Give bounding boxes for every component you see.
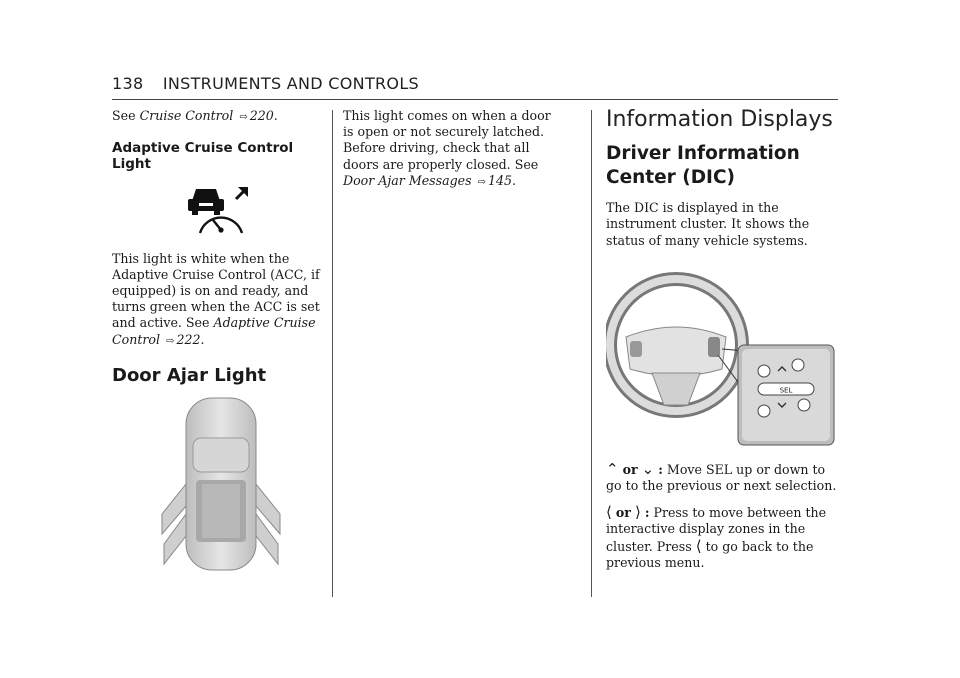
header-rule xyxy=(112,99,838,100)
section-title: INSTRUMENTS AND CONTROLS xyxy=(162,74,419,93)
acc-indicator-icon xyxy=(186,183,256,235)
column-right xyxy=(606,108,838,581)
column-divider xyxy=(591,110,592,597)
acc-paragraph: This light is white when the Adaptive Cruise Control (ACC, if equipped) is on and ready, and turns green when the ACC is set and active. See Adaptive Cruise Control ⇨ 222. xyxy=(112,250,320,347)
door-ajar-heading: Door Ajar Light xyxy=(112,364,267,386)
column-divider xyxy=(332,110,333,597)
see-cruise-paragraph: See Cruise Control ⇨ 220. xyxy=(112,108,278,123)
dic-heading: Driver Information Center (DIC) xyxy=(606,143,800,189)
door-ajar-paragraph: This light comes on when a door is open or not securely latched. Before driving, check that all doors are properly closed. See Door Ajar Messages ⇨ 145. xyxy=(343,108,551,188)
page-number: 138 xyxy=(112,74,144,93)
door-ajar-messages-link[interactable]: Door Ajar Messages xyxy=(343,172,472,188)
cruise-control-link[interactable]: Cruise Control xyxy=(139,108,234,123)
left-right-paragraph: ⟨ or ⟩ : Press to move between the interactive display zones in the cluster. Press ⟨ to go back to the previous menu. xyxy=(606,503,827,570)
door-ajar-illustration xyxy=(146,394,296,574)
dic-paragraph: The DIC is displayed in the instrument cluster. It shows the status of many vehicle systems. xyxy=(606,200,810,248)
adaptive-cruise-link[interactable]: Adaptive Cruise Control xyxy=(112,315,316,347)
left-chevron-icon: ⟨ xyxy=(695,536,702,555)
up-down-paragraph: ⌃ or ⌄ : Move SEL up or down to go to the previous or next selection. xyxy=(606,459,837,494)
information-displays-heading: Information Displays xyxy=(606,107,833,132)
down-chevron-icon: ⌄ xyxy=(641,459,655,478)
acc-light-heading: Adaptive Cruise Control Light xyxy=(112,140,294,173)
column-middle xyxy=(343,108,561,201)
page-header xyxy=(112,74,419,93)
page-ref-arrow-icon: ⇨ xyxy=(477,176,486,188)
column-left xyxy=(112,108,330,574)
right-chevron-icon: ⟩ xyxy=(634,503,641,522)
sel-label: SEL xyxy=(779,386,793,395)
steering-wheel-controls-illustration xyxy=(606,265,838,451)
left-chevron-icon: ⟨ xyxy=(606,503,612,522)
up-chevron-icon: ⌃ xyxy=(606,459,619,478)
page-ref-arrow-icon: ⇨ xyxy=(239,112,248,123)
page-ref-arrow-icon: ⇨ xyxy=(166,335,175,347)
